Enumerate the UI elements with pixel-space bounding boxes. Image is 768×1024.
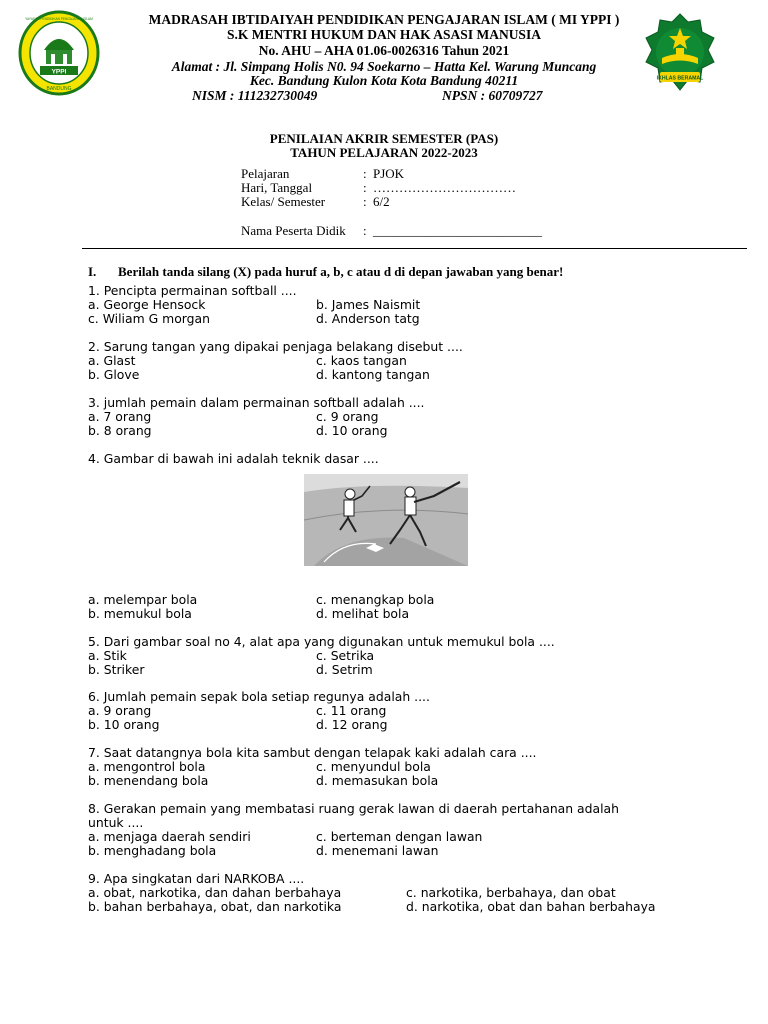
option[interactable]: c. Setrika [316, 648, 375, 663]
option[interactable]: d. 10 orang [316, 423, 388, 438]
option[interactable]: a. obat, narkotika, dan dahan berbahaya [88, 885, 342, 900]
option[interactable]: d. kantong tangan [316, 367, 430, 382]
option[interactable]: b. menendang bola [88, 773, 209, 788]
svg-text:IKHLAS BERAMAL: IKHLAS BERAMAL [656, 75, 704, 82]
option[interactable]: b. James Naismit [316, 297, 421, 312]
option[interactable]: c. menyundul bola [316, 759, 431, 774]
section-number: I. [88, 264, 97, 279]
option[interactable]: d. Setrim [316, 662, 373, 677]
svg-text:YPPI: YPPI [51, 68, 67, 76]
option[interactable]: a. Stik [88, 648, 127, 663]
letterhead [0, 0, 768, 110]
option[interactable]: b. memukul bola [88, 606, 192, 621]
info-label: Hari, Tanggal [241, 180, 313, 195]
question-9: 9. Apa singkatan dari NARKOBA .... [88, 871, 305, 886]
info-colon: : [363, 180, 367, 195]
nism: NISM : 111232730049 [192, 88, 318, 103]
option[interactable]: a. 9 orang [88, 703, 152, 718]
info-label: Pelajaran [241, 166, 290, 181]
question-1: 1. Pencipta permainan softball .... [88, 283, 297, 298]
option[interactable]: d. 12 orang [316, 717, 388, 732]
option[interactable]: b. bahan berbahaya, obat, dan narkotika [88, 899, 342, 914]
option[interactable]: a. melempar bola [88, 592, 198, 607]
option[interactable]: c. menangkap bola [316, 592, 435, 607]
divider [82, 248, 747, 249]
svg-text:BANDUNG: BANDUNG [46, 86, 72, 92]
option[interactable]: a. Glast [88, 353, 136, 368]
option[interactable]: b. 10 orang [88, 717, 160, 732]
class-value: 6/2 [373, 194, 390, 209]
address-line: Alamat : Jl. Simpang Holis N0. 94 Soekarno – Hatta Kel. Warung Muncang [171, 59, 597, 74]
option[interactable]: d. Anderson tatg [316, 311, 420, 326]
softball-batting-illustration [304, 474, 468, 566]
question-3: 3. jumlah pemain dalam permainan softball adalah .... [88, 395, 425, 410]
option[interactable]: d. memasukan bola [316, 773, 439, 788]
decree-line: S.K MENTRI HUKUM DAN HAK ASASI MANUSIA [227, 27, 541, 42]
option[interactable]: b. Striker [88, 662, 145, 677]
question-8-continued: untuk .... [88, 815, 144, 830]
option[interactable]: a. menjaga daerah sendiri [88, 829, 251, 844]
question-5: 5. Dari gambar soal no 4, alat apa yang digunakan untuk memukul bola .... [88, 634, 555, 649]
option[interactable]: c. narkotika, berbahaya, dan obat [406, 885, 616, 900]
info-colon: : [363, 223, 367, 238]
exam-year: TAHUN PELAJARAN 2022-2023 [290, 145, 478, 160]
question-2: 2. Sarung tangan yang dipakai penjaga belakang disebut .... [88, 339, 463, 354]
info-label: Kelas/ Semester [241, 194, 326, 209]
info-colon: : [363, 194, 367, 209]
option[interactable]: b. 8 orang [88, 423, 152, 438]
info-label: Nama Peserta Didik [241, 223, 346, 238]
address-line-2: Kec. Bandung Kulon Kota Kota Bandung 40211 [249, 73, 519, 88]
subject-value: PJOK [373, 166, 405, 181]
option[interactable]: d. melihat bola [316, 606, 410, 621]
question-6: 6. Jumlah pemain sepak bola setiap regunya adalah .... [88, 689, 430, 704]
option[interactable]: c. Wiliam G morgan [88, 311, 210, 326]
option[interactable]: a. 7 orang [88, 409, 152, 424]
school-name: MADRASAH IBTIDAIYAH PENDIDIKAN PENGAJARAN ISLAM ( MI YPPI ) [148, 12, 620, 27]
option[interactable]: b. menghadang bola [88, 843, 217, 858]
date-value: …………………………… [373, 180, 516, 195]
question-7: 7. Saat datangnya bola kita sambut dengan telapak kaki adalah cara .... [88, 745, 537, 760]
option[interactable]: d. menemani lawan [316, 843, 439, 858]
npsn: NPSN : 60709727 [442, 88, 543, 103]
svg-text:YAYASAN PENDIDIKAN PENGAJARAN: YAYASAN PENDIDIKAN PENGAJARAN ISLAM [25, 17, 93, 21]
instruction-text: Berilah tanda silang (X) pada huruf a, b, c atau d di depan jawaban yang benar! [118, 264, 564, 279]
option[interactable]: c. 9 orang [316, 409, 379, 424]
registration-number: No. AHU – AHA 01.06-0026316 Tahun 2021 [258, 43, 510, 58]
option[interactable]: c. 11 orang [316, 703, 387, 718]
question-4: 4. Gambar di bawah ini adalah teknik dasar .... [88, 451, 379, 466]
option[interactable]: c. kaos tangan [316, 353, 407, 368]
option[interactable]: a. George Hensock [88, 297, 206, 312]
student-name-field[interactable]: __________________________ [373, 223, 542, 238]
option[interactable]: b. Glove [88, 367, 140, 382]
info-colon: : [363, 166, 367, 181]
question-8: 8. Gerakan pemain yang membatasi ruang gerak lawan di daerah pertahanan adalah [88, 801, 619, 816]
option[interactable]: c. berteman dengan lawan [316, 829, 483, 844]
exam-title: PENILAIAN AKRIR SEMESTER (PAS) [269, 131, 499, 146]
option[interactable]: a. mengontrol bola [88, 759, 206, 774]
kemenag-logo [638, 12, 722, 96]
option[interactable]: d. narkotika, obat dan bahan berbahaya [406, 899, 656, 914]
